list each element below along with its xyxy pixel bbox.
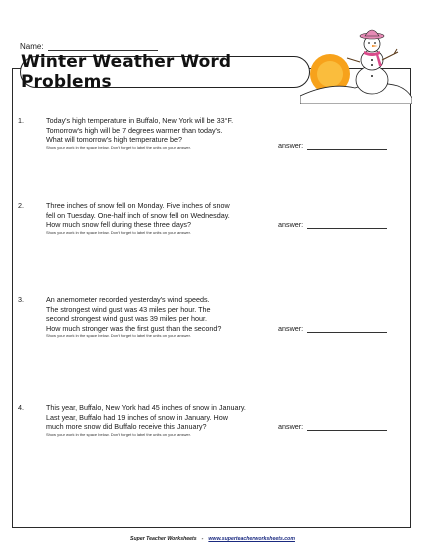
answer-blank-line[interactable] bbox=[307, 325, 387, 333]
problem-line: How much snow fell during these three days? bbox=[46, 220, 192, 230]
work-hint: Show your work in the space below. Don't forget to label the units on your answer. bbox=[46, 229, 191, 235]
answer-field bbox=[278, 141, 387, 150]
answer-label: answer: bbox=[278, 141, 304, 150]
footer-separator: - bbox=[201, 536, 204, 542]
problem-line: How much stronger was the first gust than the second? bbox=[46, 323, 222, 333]
problem-line: This year, Buffalo, New York had 45 inches of snow in January. bbox=[46, 403, 246, 412]
work-hint: Show your work in the space below. Don't forget to label the units on your answer. bbox=[46, 144, 191, 150]
footer-url-link[interactable]: www.superteacherworksheets.com bbox=[208, 536, 295, 542]
snowman-illustration bbox=[300, 24, 412, 104]
answer-blank-line[interactable] bbox=[307, 221, 387, 229]
problem-line: Tomorrow's high will be 7 degrees warmer than today's. bbox=[46, 125, 223, 135]
answer-field bbox=[278, 324, 387, 333]
name-field bbox=[20, 42, 158, 51]
problem-line: Last year, Buffalo had 19 inches of snow in January. How bbox=[46, 412, 228, 422]
problem-line: Three inches of snow fell on Monday. Five inches of snow bbox=[46, 201, 230, 210]
answer-label: answer: bbox=[278, 422, 304, 431]
footer bbox=[0, 536, 425, 542]
answer-blank-line[interactable] bbox=[307, 142, 387, 150]
problem-line: An anemometer recorded yesterday's wind speeds. bbox=[46, 295, 210, 304]
problem-line: What will tomorrow's high temperature be? bbox=[46, 135, 182, 145]
answer-blank-line[interactable] bbox=[307, 423, 387, 431]
footer-brand: Super Teacher Worksheets bbox=[130, 536, 197, 542]
problem-line: much more snow did Buffalo receive this January? bbox=[46, 422, 207, 432]
name-blank-line[interactable] bbox=[48, 42, 158, 51]
problem-text bbox=[46, 201, 306, 236]
problem-line: fell on Tuesday. One-half inch of snow fell on Wednesday. bbox=[46, 210, 230, 220]
answer-label: answer: bbox=[278, 220, 304, 229]
problem-number: 2. bbox=[18, 201, 24, 210]
problem-text bbox=[46, 295, 306, 339]
problem-number: 3. bbox=[18, 295, 24, 304]
answer-field bbox=[278, 220, 387, 229]
answer-field bbox=[278, 422, 387, 431]
answer-label: answer: bbox=[278, 324, 304, 333]
problem-text bbox=[46, 403, 306, 438]
title-banner bbox=[20, 52, 310, 92]
problem-number: 4. bbox=[18, 403, 24, 412]
page-title: Winter Weather Word Problems bbox=[21, 52, 232, 92]
problem-line: The strongest wind gust was 43 miles per hour. The bbox=[46, 304, 211, 314]
work-hint: Show your work in the space below. Don't forget to label the units on your answer. bbox=[46, 333, 191, 339]
problem-text bbox=[46, 116, 306, 151]
name-label: Name: bbox=[20, 42, 44, 51]
work-hint: Show your work in the space below. Don't forget to label the units on your answer. bbox=[46, 431, 191, 437]
problem-line: second strongest wind gust was 39 miles per hour. bbox=[46, 314, 208, 324]
problem-line: Today's high temperature in Buffalo, New York will be 33°F. bbox=[46, 116, 234, 125]
problem-number: 1. bbox=[18, 116, 24, 125]
